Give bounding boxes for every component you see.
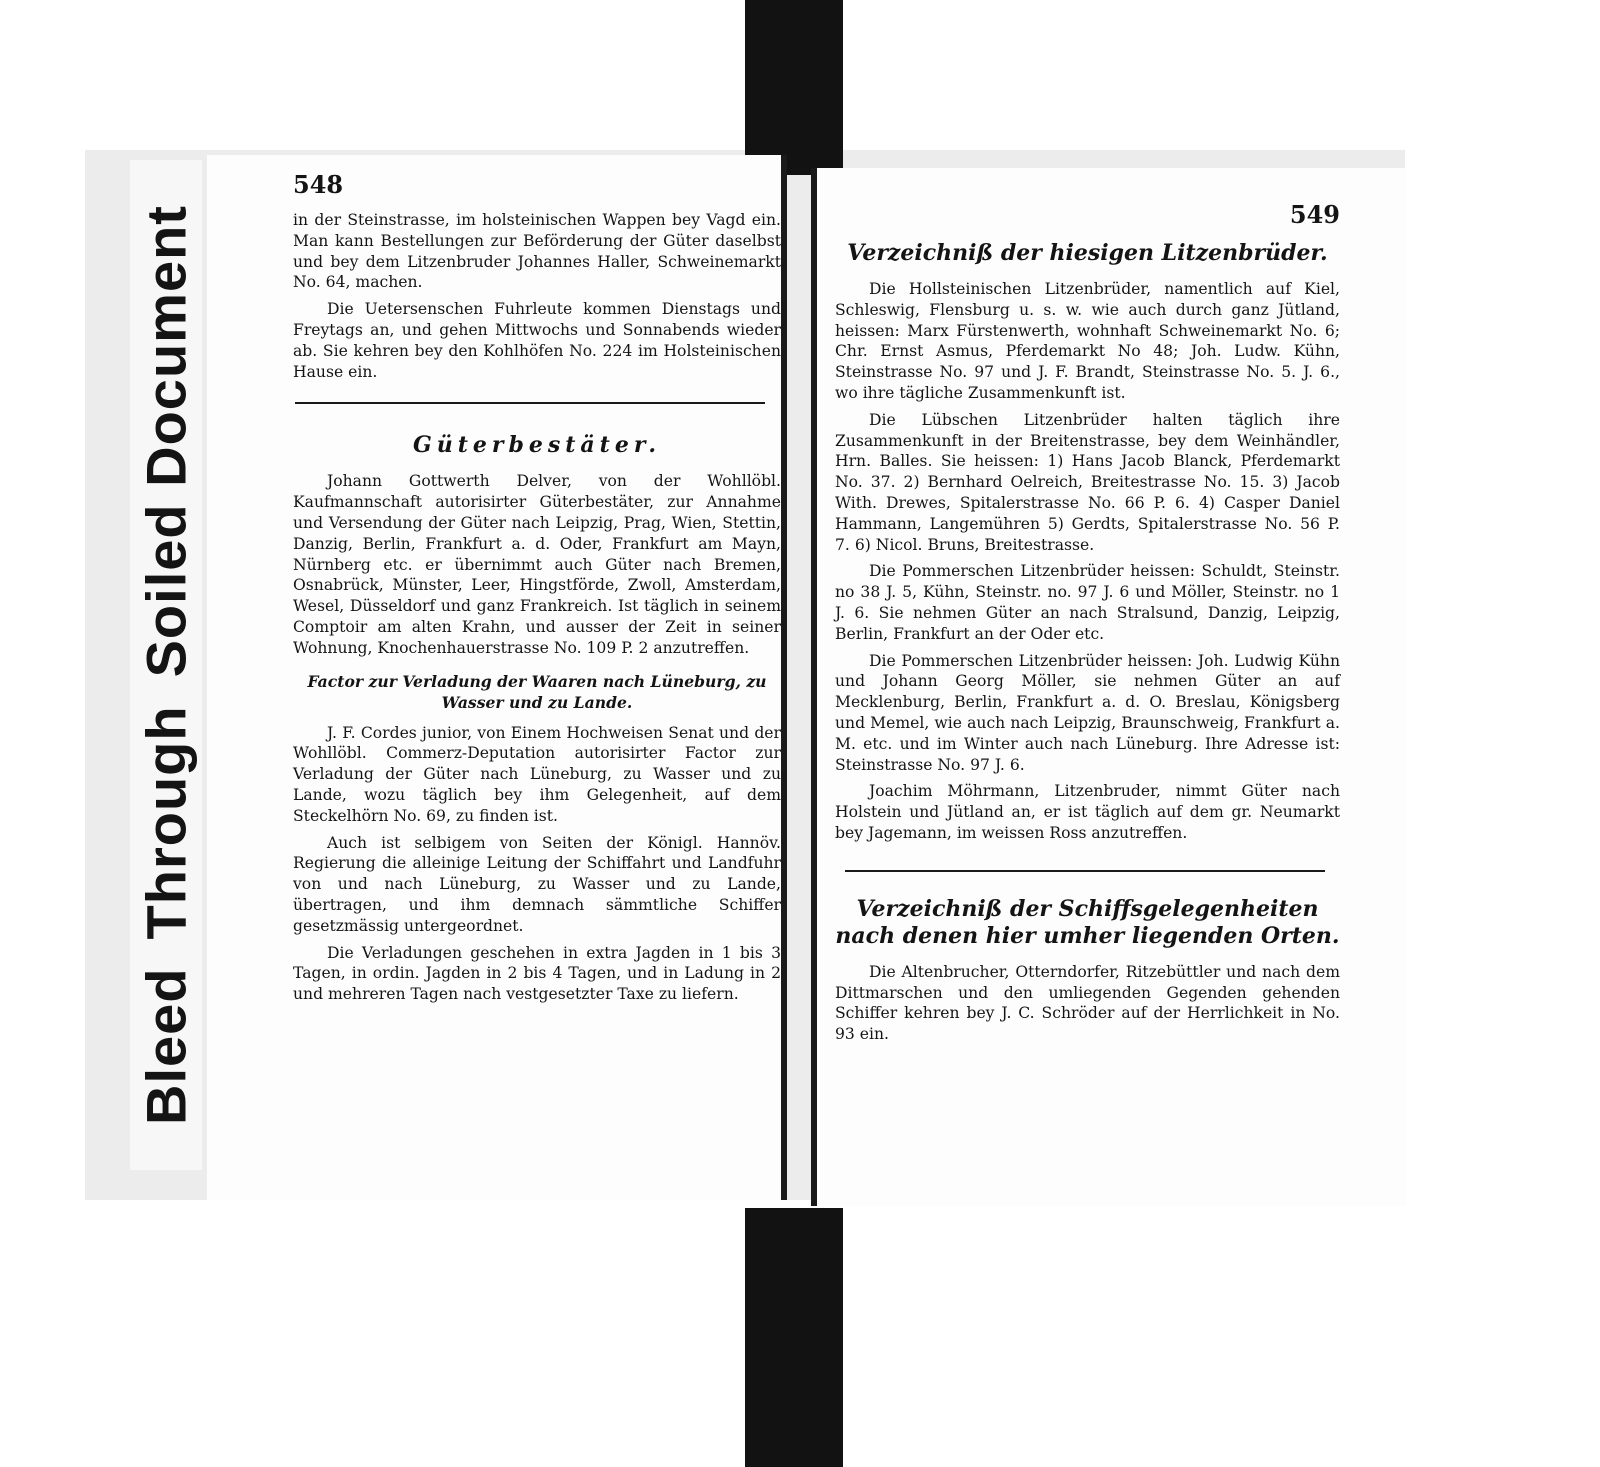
section-divider bbox=[295, 402, 765, 404]
right-page-content bbox=[835, 200, 1340, 1051]
left-page-content bbox=[293, 170, 781, 1011]
paragraph: Johann Gottwerth Delver, von der Wohllöbl. Kaufmannschaft autorisirter Güterbestäter, zur Annahme und Versendung der Güter nach Leipzig, Prag, Wien, Stettin, Danzig, Berlin, Frankfurt a. d. Oder, Frankfurt am Mayn, Nürnberg etc. er übernimmt auch Güter nach Bremen, Osnabrück, Münster, Leer, Hingstförde, Zwoll, Amsterdam, Wesel, Düsseldorf und ganz Frankreich. Ist täglich in seinem Comptoir am alten Krahn, und ausser der Zeit in seiner Wohnung, Knochenhauerstrasse No. 109 P. 2 anzutreffen. bbox=[293, 472, 781, 657]
stamp-word: Through bbox=[134, 705, 198, 940]
paragraph: Auch ist selbigem von Seiten der Königl. Hannöv. Regierung die alleinige Leitung der Schiffahrt und Landfuhr von und nach Lüneburg, zu Wasser und zu Lande, übertragen, und ihm demnach sämmtliche Schiffer gesetzmässig untergeordnet. bbox=[293, 833, 781, 935]
page-number: 549 bbox=[1289, 200, 1340, 229]
page-number: 548 bbox=[293, 170, 344, 199]
section-subheading: Factor zur Verladung der Waaren nach Lüneburg, zu Wasser und zu Lande. bbox=[307, 671, 767, 712]
section-heading: Güterbestäter. bbox=[412, 432, 662, 459]
section-divider bbox=[845, 870, 1325, 872]
paragraph: J. F. Cordes junior, von Einem Hochweisen Senat und der Wohllöbl. Commerz-Deputation autorisirter Factor zur Verladung der Güter nach Lüneburg, zu Wasser und zu Lande, wozu täglich bey ihm Gelegenheit, auf dem Steckelhörn No. 69, zu finden ist. bbox=[293, 723, 781, 825]
binding-strip-bottom bbox=[745, 1208, 843, 1467]
section-heading: Verzeichniß der hiesigen Litzenbrüder. bbox=[847, 240, 1328, 266]
binding-strip-top bbox=[745, 0, 843, 175]
paragraph: Joachim Möhrmann, Litzenbruder, nimmt Güter nach Holstein und Jütland an, er ist täglich auf dem gr. Neumarkt bey Jagemann, im weissen Ross anzutreffen. bbox=[835, 782, 1340, 842]
paragraph: Die Hollsteinischen Litzenbrüder, namentlich auf Kiel, Schleswig, Flensburg u. s. w. wie auch durch ganz Jütland, heissen: Marx Fürstenwerth, wohnhaft Schweinemarkt No. 6; Chr. Ernst Asmus, Pferdemarkt No 48; Joh. Ludw. Kühn, Steinstrasse No. 97 und J. F. Brandt, Steinstrasse No. 5. J. 6., wo ihre tägliche Zusammenkunft ist. bbox=[835, 280, 1340, 402]
paragraph: Die Altenbrucher, Otterndorfer, Ritzebüttler und nach dem Dittmarschen und den umliegenden Gegenden gehenden Schiffer kehren bey J. C. Schröder auf der Herrlichkeit in No. 93 ein. bbox=[835, 962, 1340, 1044]
paragraph: in der Steinstrasse, im holsteinischen Wappen bey Vagd ein. Man kann Bestellungen zur Beförderung der Güter daselbst und bey dem Litzenbruder Johannes Haller, Schweinemarkt No. 64, machen. bbox=[293, 211, 781, 292]
stamp-word: Soiled Document bbox=[134, 205, 198, 678]
section-heading: Verzeichniß der Schiffsgelegenheiten nach denen hier umher liegenden Orten. bbox=[835, 895, 1340, 949]
paragraph: Die Uetersenschen Fuhrleute kommen Dienstags und Freytags an, und gehen Mittwochs und Sonnabends wieder ab. Sie kehren bey den Kohlhöfen No. 224 im Holsteinischen Hause ein. bbox=[293, 300, 781, 381]
paragraph: Die Lübschen Litzenbrüder halten täglich ihre Zusammenkunft in der Breitenstrasse, bey dem Weinhändler, Hrn. Balles. Sie heissen: 1) Hans Jacob Blanck, Pferdemarkt No. 37. 2) Bernhard Oelreich, Breitestrasse No. 15. 3) Jacob With. Drewes, Spitalerstrasse No. 66 P. 6. 4) Casper Daniel Hammann, Langemühren 5) Gerdts, Spitalerstrasse No. 56 P. 7. 6) Nicol. Bruns, Breitestrasse. bbox=[835, 410, 1340, 554]
paragraph: Die Verladungen geschehen in extra Jagden in 1 bis 3 Tagen, in ordin. Jagden in 2 bis 4 Tagen, und in Ladung in 2 und mehreren Tagen nach vestgesetzter Taxe zu liefern. bbox=[293, 943, 781, 1004]
condition-stamp-text bbox=[134, 191, 199, 1139]
stamp-word: Bleed bbox=[134, 967, 198, 1125]
paragraph: Die Pommerschen Litzenbrüder heissen: Joh. Ludwig Kühn und Johann Georg Möller, sie nehmen Güter an auf Mecklenburg, Berlin, Frankfurt a. d. O. Breslau, Königsberg und Memel, wie auch nach Leipzig, Braunschweig, Frankfurt a. M. etc. und im Winter auch nach Lüneburg. Ihre Adresse ist: Steinstrasse No. 97 J. 6. bbox=[835, 651, 1340, 774]
paragraph: Die Pommerschen Litzenbrüder heissen: Schuldt, Steinstr. no 38 J. 5, Kühn, Steinstr. no. 97 J. 6 und Möller, Steinstr. no 1 J. 6. Sie nehmen Güter an nach Stralsund, Danzig, Leipzig, Berlin, Frankfurt an der Oder etc. bbox=[835, 562, 1340, 643]
